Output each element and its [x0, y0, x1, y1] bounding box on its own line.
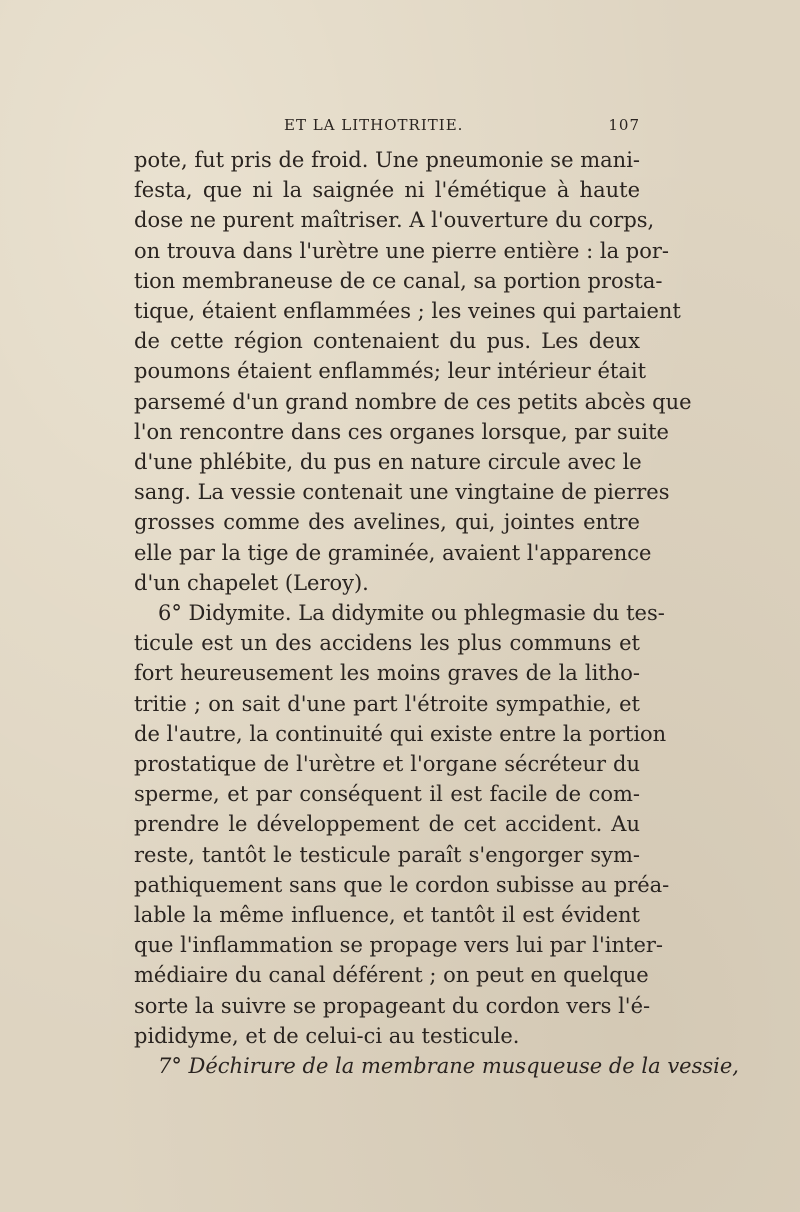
text-line: prostatique de l'urètre et l'organe sécréteur du	[134, 752, 640, 777]
section-heading-line: 6° Didymite. La didymite ou phlegmasie du tes-	[158, 601, 665, 626]
text-line: on trouva dans l'urètre une pierre entière : la por-	[134, 238, 670, 263]
text-line: poumons étaient enflammés; leur intérieur était	[134, 359, 647, 384]
page-number: 107	[608, 116, 640, 134]
text-line: d'une phlébite, du pus en nature circule avec le	[134, 450, 642, 475]
text-line: sang. La vessie contenait une vingtaine de pierres	[134, 480, 670, 505]
text-line: de cette région contenaient du pus. Les deux	[134, 329, 640, 354]
section-heading-line: 7° Déchirure de la membrane musqueuse de la vessie,	[158, 1054, 739, 1079]
text-line: pathiquement sans que le cordon subisse au préa-	[134, 872, 670, 897]
text-line: pote, fut pris de froid. Une pneumonie se mani-	[134, 148, 640, 172]
text-line: tique, étaient enflammées ; les veines qui partaient	[134, 299, 681, 324]
text-line: que l'inflammation se propage vers lui par l'inter-	[134, 933, 664, 958]
text-line: pididyme, et de celui-ci au testicule.	[134, 1023, 520, 1048]
text-line: de l'autre, la continuité qui existe entre la portion	[134, 721, 667, 746]
text-line: grosses comme des avelines, qui, jointes entre	[134, 510, 640, 535]
text-line: ticule est un des accidens les plus communs et	[134, 631, 640, 656]
text-line: sorte la suivre se propageant du cordon vers l'é-	[134, 993, 651, 1018]
text-line: médiaire du canal déférent ; on peut en quelque	[134, 963, 649, 988]
text-line: sperme, et par conséquent il est facile de com-	[134, 782, 640, 807]
page-header	[134, 116, 640, 140]
text-line: tritie ; on sait d'une part l'étroite sympathie, et	[134, 691, 640, 716]
text-line: festa, que ni la saignée ni l'émétique à haute	[134, 178, 640, 203]
body-text	[134, 145, 739, 1081]
text-line: elle par la tige de graminée, avaient l'apparence	[134, 540, 652, 565]
text-line: fort heureusement les moins graves de la litho-	[134, 661, 640, 686]
text-line: tion membraneuse de ce canal, sa portion prosta-	[134, 268, 663, 293]
text-line: prendre le développement de cet accident. Au	[134, 812, 640, 837]
running-title: ET LA LITHOTRITIE.	[284, 116, 464, 134]
text-line: l'on rencontre dans ces organes lorsque, par suite	[134, 419, 669, 444]
text-line: lable la même influence, et tantôt il est évident	[134, 903, 640, 928]
text-line: dose ne purent maîtriser. A l'ouverture du corps,	[134, 208, 655, 233]
text-line: d'un chapelet (Leroy).	[134, 570, 369, 595]
text-line: reste, tantôt le testicule paraît s'engorger sym-	[134, 842, 640, 867]
text-line: parsemé d'un grand nombre de ces petits abcès que	[134, 389, 692, 414]
